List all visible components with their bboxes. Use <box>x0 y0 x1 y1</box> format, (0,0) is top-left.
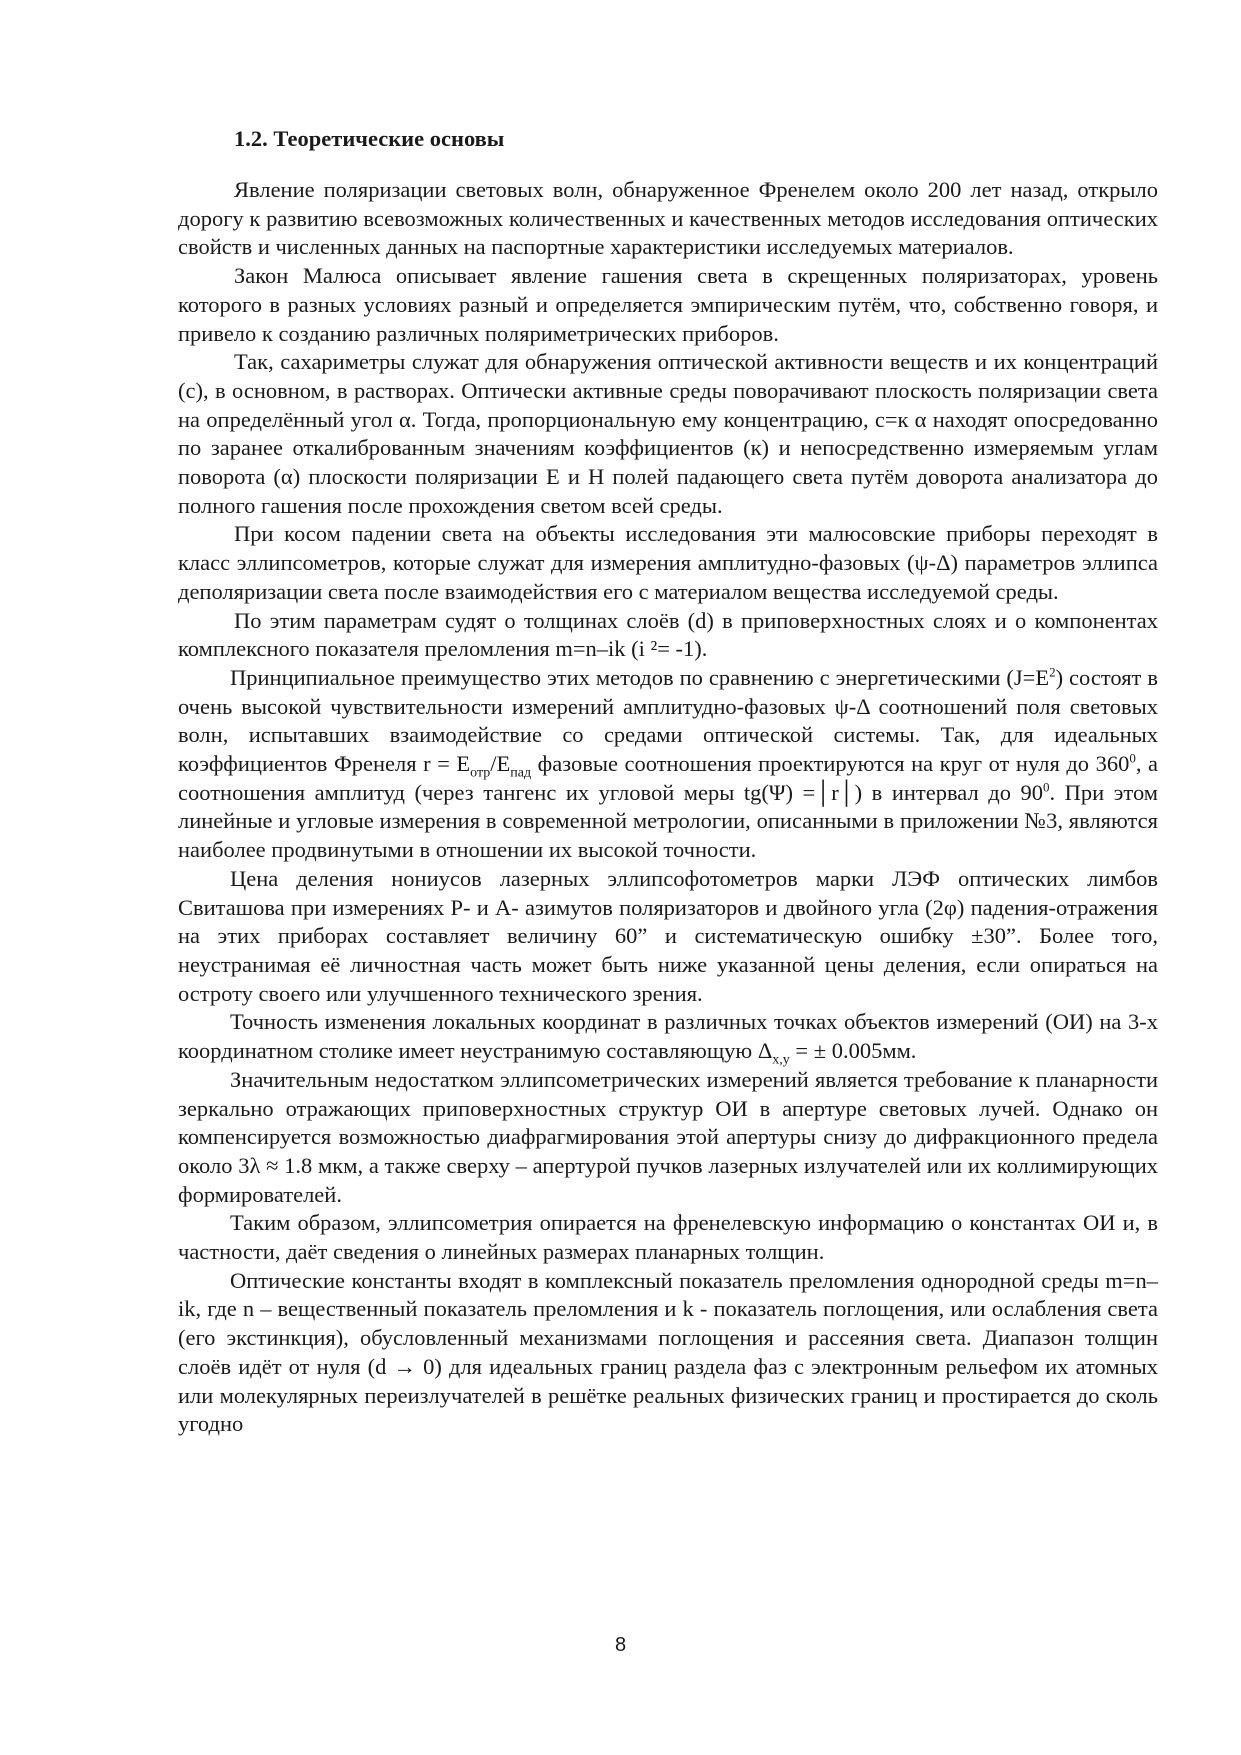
subscript: пад <box>510 765 532 781</box>
page-number: 8 <box>614 1634 627 1656</box>
document-page <box>178 124 1158 1439</box>
paragraph-planarity-requirement <box>178 1066 1158 1210</box>
text-run: Принципиальное преимущество этих методов по сравнению с энергетическими (J=E <box>230 664 1050 690</box>
text-run: , а соотношения амплитуд (через тангенс их угловой меры tg(Ψ) =│r│) в интервал до 90 <box>178 751 1158 805</box>
text-run: /E <box>490 751 511 777</box>
subscript: x,y <box>772 1052 790 1068</box>
paragraph-saccharimeters <box>178 348 1158 520</box>
paragraph-layer-thickness <box>178 607 1158 664</box>
paragraph-vernier-division <box>178 865 1158 1009</box>
text-run: Так, сахариметры служат для обнаружения оптической активности веществ и их концентраций (с), в основном, в растворах. Оптически активные среды поворачивают плоскость поляризации света на определённый угол α. Тогда, пропорциональную ему концентрацию, с=к α находят опосредованно по заранее откалиброванным значениям коэффициентов (к) и непосредственно измеряемым углам поворота (α) плоскости поляризации Е и Н полей падающего света путём доворота анализатора до полного гашения после прохождения светом всей среды. <box>178 349 1158 518</box>
text-run: Цена деления нониусов лазерных эллипсофотометров марки ЛЭФ оптических лимбов Свиташова при измерениях Р- и А- азимутов поляризаторов и двойного угла (2φ) падения-отражения на этих приборах составляет величину 60” и систематическую ошибку ±30”. Более того, неустранимая её личностная часть может быть ниже указанной цены деления, если опираться на остроту своего или улучшенного технического зрения. <box>178 865 1158 1006</box>
superscript: 0 <box>1043 779 1050 795</box>
text-run: Точность изменения локальных координат в различных точках объектов измерений (ОИ) на 3-х координатном столике имеет неустранимую составляющую Δ <box>178 1009 1158 1064</box>
subscript: отр <box>470 765 491 781</box>
paragraph-oblique-incidence <box>178 520 1158 606</box>
superscript: 2 <box>1049 664 1056 680</box>
text-run: фазовые соотношения проектируются на круг от нуля до 360 <box>531 751 1130 777</box>
paragraph-polarization-history <box>178 176 1158 262</box>
paragraph-malus-law <box>178 262 1158 348</box>
paragraph-principal-advantage <box>178 664 1158 865</box>
text-run: = ± 0.005мм. <box>789 1038 917 1064</box>
text-run: ) состоят в очень высокой чувствительности измерений амплитудно-фазовых ψ-Δ соотношений поля световых волн, испытавших взаимодействие со средами оптической системы. Так, для идеальных коэффициентов Френеля r = E <box>178 664 1158 777</box>
text-run: Закон Малюса описывает явление гашения света в скрещенных поляризаторах, уровень которого в разных условиях разный и определяется эмпирическим путём, что, собственно говоря, и привело к созданию различных поляриметрических приборов. <box>178 263 1158 346</box>
paragraph-ellipsometry-summary <box>178 1209 1158 1266</box>
superscript: 0 <box>1129 750 1136 766</box>
paragraph-optical-constants <box>178 1267 1158 1439</box>
text-run: Оптические константы входят в комплексный показатель преломления однородной среды m=n–ik, где n – вещественный показатель преломления и k - показатель поглощения, или ослабления света (его экстинкция), обусловленный механизмами поглощения и рассеяния света. Диапазон толщин слоёв идёт от нуля (d → 0) для идеальных границ раздела фаз с электронным рельефом их атомных или молекулярных переизлучателей в решётке реальных физических границ и простирается до сколь угодно <box>178 1267 1158 1437</box>
text-run: Явление поляризации световых волн, обнаруженное Френелем около 200 лет назад, открыло дорогу к развитию всевозможных количественных и качественных методов исследования оптических свойств и численных данных на паспортные характеристики исследуемых материалов. <box>178 177 1158 260</box>
text-run: Значительным недостатком эллипсометрических измерений является требование к планарности зеркально отражающих приповерхностных структур ОИ в апертуре световых лучей. Однако он компенсируется возможностью диафрагмирования этой апертуры снизу до дифракционного предела около 3λ ≈ 1.8 мкм, а также сверху – апертурой пучков лазерных излучателей или их коллимирующих формирователей. <box>178 1066 1158 1207</box>
text-run: Таким образом, эллипсометрия опирается на френелевскую информацию о константах ОИ и, в частности, даёт сведения о линейных размерах планарных толщин. <box>178 1210 1158 1265</box>
text-run: По этим параметрам судят о толщинах слоёв (d) в приповерхностных слоях и о компонентах комплексного показателя преломления m=n–ik (i ²= -1). <box>178 607 1158 662</box>
section-heading: 1.2. Теоретические основы <box>234 126 505 151</box>
paragraph-coordinate-accuracy <box>178 1008 1158 1068</box>
text-run: При косом падении света на объекты исследования эти малюсовские приборы переходят в класс эллипсометров, которые служат для измерения амплитудно-фазовых (ψ-Δ) параметров эллипса деполяризации света после взаимодействия его с материалом вещества исследуемой среды. <box>178 521 1158 604</box>
text-run: . При этом линейные и угловые измерения в современной метрологии, описанными в приложении №3, являются наиболее продвинутыми в отношении их высокой точности. <box>178 779 1159 863</box>
